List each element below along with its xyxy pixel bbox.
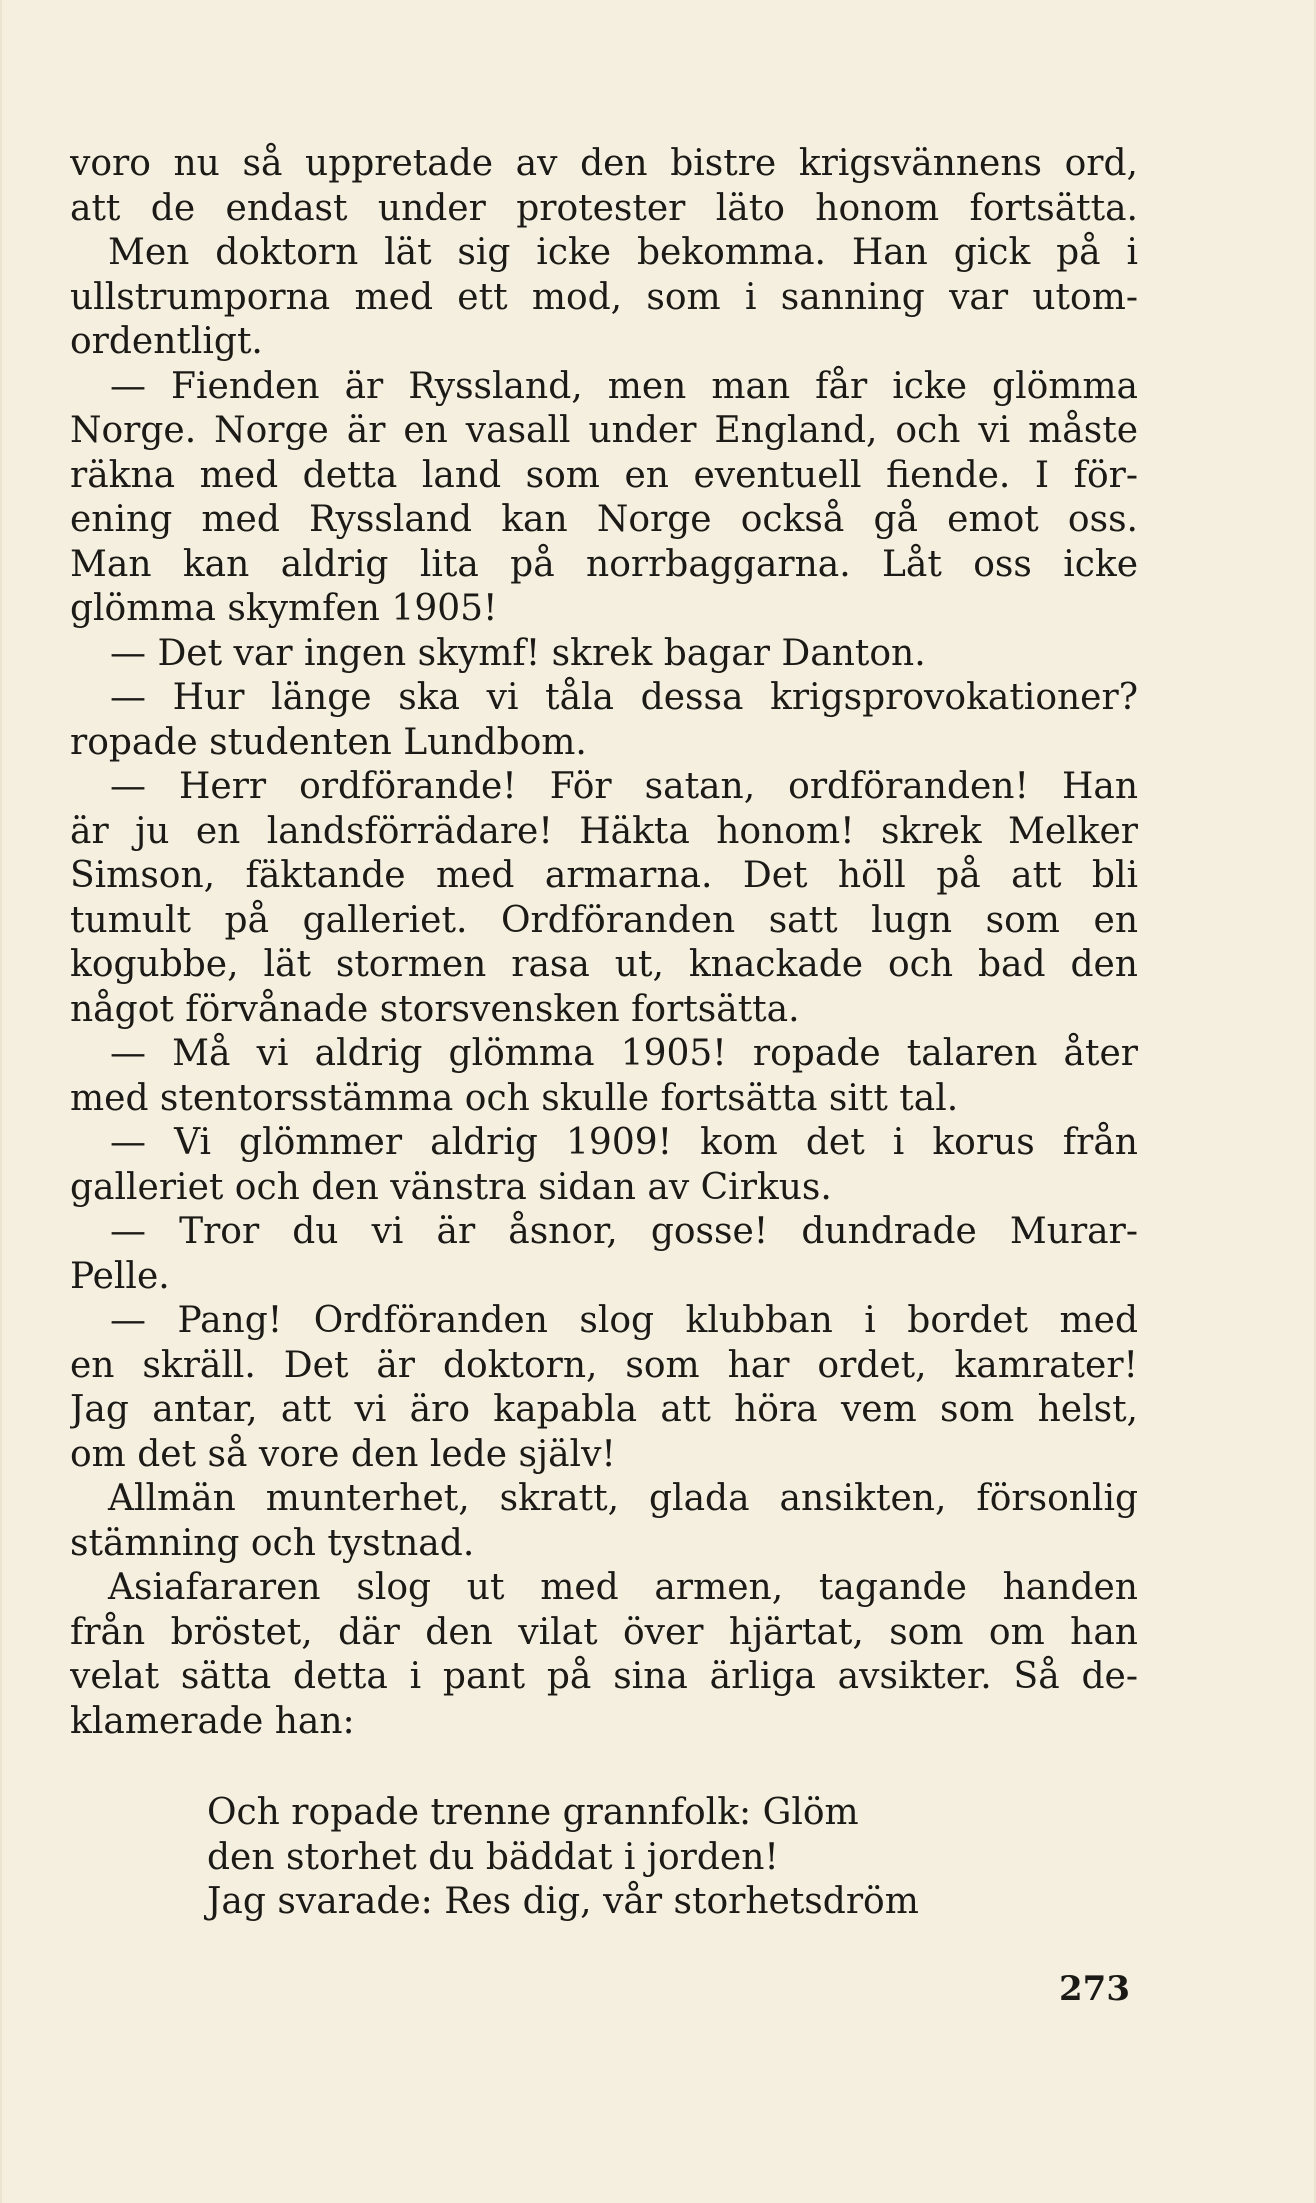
text-line: — Pang! Ordföranden slog klubban i bordet med: [110, 1300, 1138, 1341]
text-line: Norge. Norge är en vasall under England, och vi måste: [70, 410, 1138, 451]
text-line: stämning och tystnad.: [70, 1522, 475, 1564]
text-line: — Må vi aldrig glömma 1905! ropade talaren åter: [110, 1033, 1138, 1074]
text-line: kogubbe, lät stormen rasa ut, knackade och bad den: [70, 944, 1138, 985]
text-line: från bröstet, där den vilat över hjärtat, som om han: [70, 1611, 1138, 1653]
text-line: — Hur länge ska vi tåla dessa krigsprovokationer?: [110, 677, 1138, 718]
text-line: är ju en landsförrädare! Häkta honom! skrek Melker: [70, 810, 1138, 852]
text-line: glömma skymfen 1905!: [70, 588, 498, 629]
text-line: Simson, fäktande med armarna. Det höll på att bli: [70, 855, 1138, 896]
text-line: — Vi glömmer aldrig 1909! kom det i korus från: [110, 1122, 1138, 1163]
text-line: tumult på galleriet. Ordföranden satt lugn som en: [70, 899, 1138, 941]
text-line: — Det var ingen skymf! skrek bagar Danton.: [110, 632, 926, 674]
text-line: räkna med detta land som en eventuell fiende. I för-: [70, 454, 1138, 496]
text-line: Man kan aldrig lita på norrbaggarna. Låt oss icke: [70, 543, 1138, 585]
verse-line: den storhet du bäddat i jorden!: [207, 1836, 779, 1878]
text-line: voro nu så uppretade av den bistre krigsvännens ord,: [70, 143, 1138, 184]
page-number: 273: [1059, 1969, 1130, 2009]
text-line: Jag antar, att vi äro kapabla att höra vem som helst,: [70, 1389, 1138, 1430]
verse-line: Och ropade trenne grannfolk: Glöm: [207, 1792, 859, 1833]
text-line: ropade studenten Lundbom.: [70, 721, 587, 763]
text-line: Pelle.: [70, 1255, 170, 1297]
text-line: om det så vore den lede själv!: [70, 1433, 616, 1475]
text-line: — Tror du vi är åsnor, gosse! dundrade Murar-: [110, 1211, 1138, 1252]
text-line: ening med Ryssland kan Norge också gå emot oss.: [70, 499, 1138, 540]
text-line: en skräll. Det är doktorn, som har ordet, kamrater!: [70, 1344, 1138, 1386]
text-line: galleriet och den vänstra sidan av Cirkus.: [70, 1166, 832, 1208]
text-line: — Herr ordförande! För satan, ordföranden! Han: [110, 766, 1138, 807]
verse-line: Jag svarade: Res dig, vår storhetsdröm: [207, 1881, 919, 1922]
text-line: Men doktorn lät sig icke bekomma. Han gick på i: [108, 232, 1138, 273]
text-line: något förvånade storsvensken fortsätta.: [70, 988, 800, 1030]
text-line: ullstrumporna med ett mod, som i sanning var utom-: [70, 276, 1138, 318]
text-line: att de endast under protester läto honom fortsätta.: [70, 187, 1138, 229]
text-line: — Fienden är Ryssland, men man får icke glömma: [110, 365, 1138, 407]
text-line: Allmän munterhet, skratt, glada ansikten, försonlig: [108, 1478, 1138, 1519]
text-line: med stentorsstämma och skulle fortsätta sitt tal.: [70, 1077, 959, 1119]
verse-block: [207, 1791, 1027, 1925]
text-line: velat sätta detta i pant på sina ärliga avsikter. Så de-: [70, 1656, 1138, 1697]
body-text: [70, 142, 1138, 1744]
text-line: klamerade han:: [70, 1700, 355, 1742]
text-line: Asiafararen slog ut med armen, tagande handen: [108, 1567, 1138, 1608]
text-line: ordentligt.: [70, 321, 263, 362]
